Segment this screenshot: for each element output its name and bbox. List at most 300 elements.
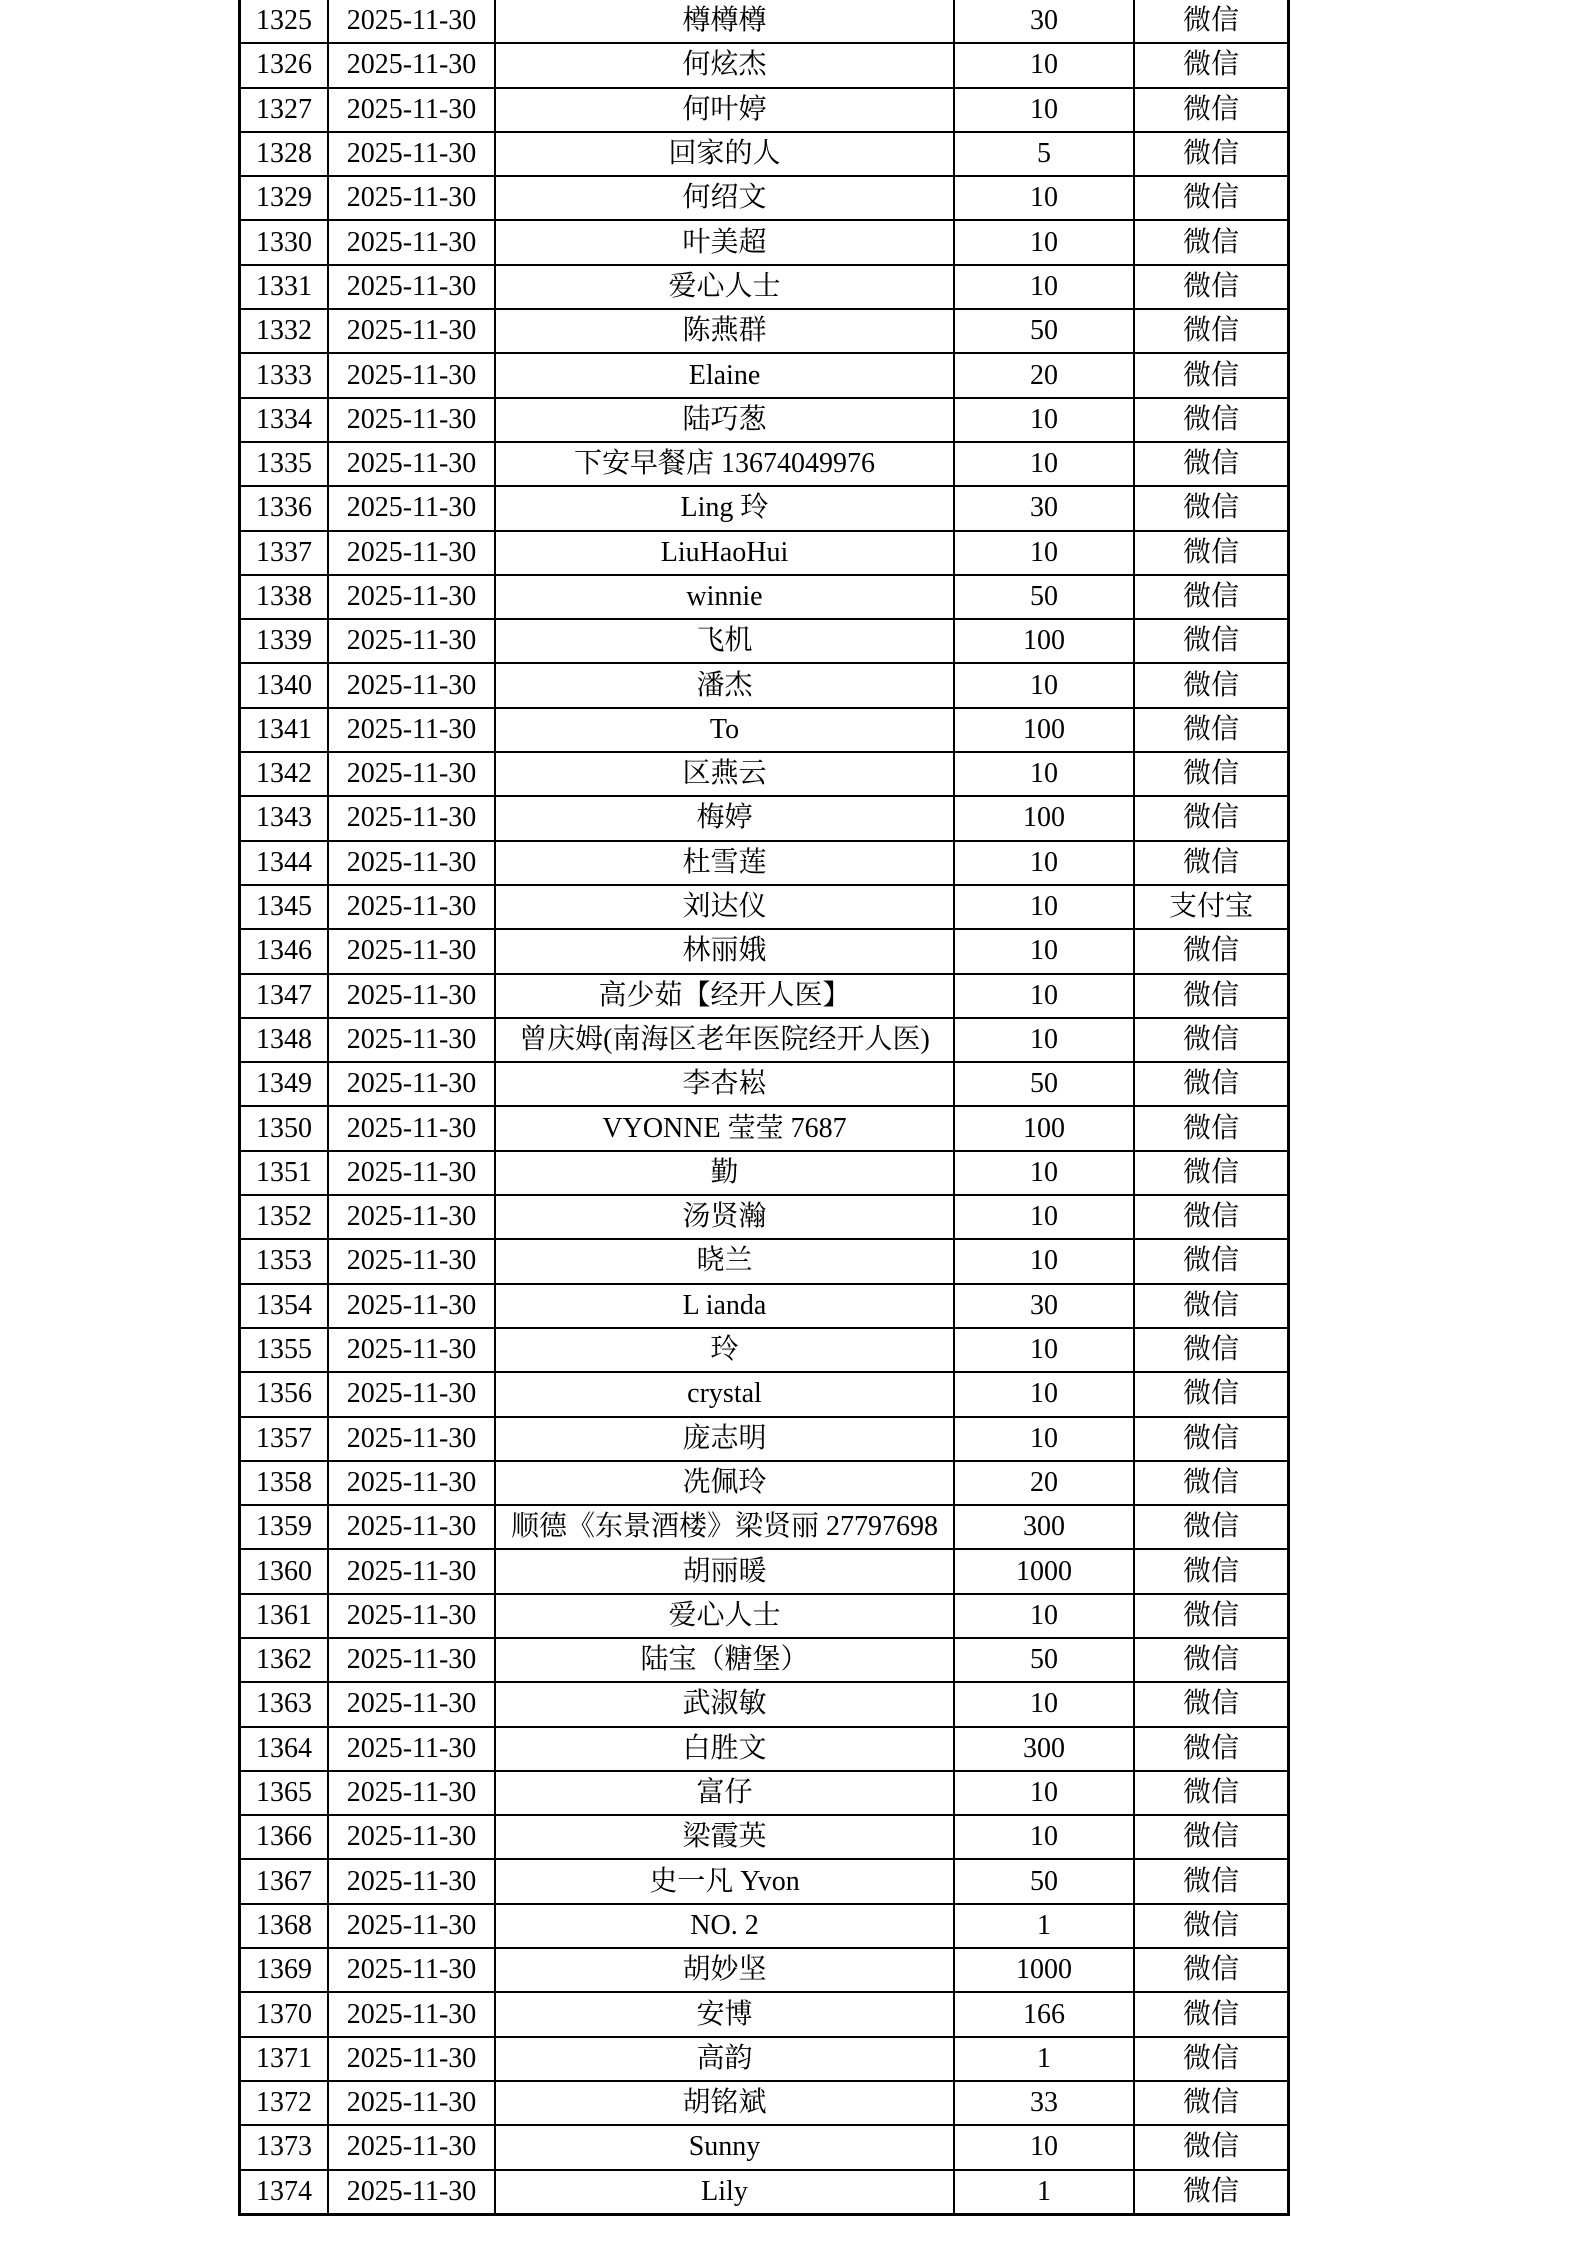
donor-name-cell: Ling 玲 [495, 486, 954, 530]
donor-name-cell: 勤 [495, 1151, 954, 1195]
date-cell: 2025-11-30 [328, 1284, 495, 1328]
serial-number-cell: 1355 [240, 1328, 329, 1372]
serial-number-cell: 1331 [240, 265, 329, 309]
donor-name-cell: 爱心人士 [495, 1594, 954, 1638]
table-row [240, 1062, 1289, 1106]
donor-name-cell: 曾庆姆(南海区老年医院经开人医) [495, 1018, 954, 1062]
payment-method-cell: 微信 [1134, 663, 1289, 707]
payment-method-cell: 微信 [1134, 1239, 1289, 1283]
donation-table-body [240, 0, 1289, 2214]
serial-number-cell: 1339 [240, 619, 329, 663]
donor-name-cell: VYONNE 莹莹 7687 [495, 1106, 954, 1150]
amount-cell: 1 [954, 2170, 1134, 2215]
payment-method-cell: 微信 [1134, 398, 1289, 442]
payment-method-cell: 微信 [1134, 486, 1289, 530]
serial-number-cell: 1361 [240, 1594, 329, 1638]
amount-cell: 1 [954, 2037, 1134, 2081]
amount-cell: 10 [954, 1815, 1134, 1859]
amount-cell: 10 [954, 1239, 1134, 1283]
amount-cell: 10 [954, 1018, 1134, 1062]
payment-method-cell: 微信 [1134, 2081, 1289, 2125]
donor-name-cell: 庞志明 [495, 1417, 954, 1461]
date-cell: 2025-11-30 [328, 2170, 495, 2215]
payment-method-cell: 微信 [1134, 1284, 1289, 1328]
table-row [240, 1461, 1289, 1505]
serial-number-cell: 1344 [240, 841, 329, 885]
payment-method-cell: 微信 [1134, 1948, 1289, 1992]
amount-cell: 10 [954, 1417, 1134, 1461]
table-row [240, 1771, 1289, 1815]
payment-method-cell: 微信 [1134, 1018, 1289, 1062]
serial-number-cell: 1348 [240, 1018, 329, 1062]
donor-name-cell: 何绍文 [495, 176, 954, 220]
date-cell: 2025-11-30 [328, 929, 495, 973]
amount-cell: 10 [954, 1195, 1134, 1239]
serial-number-cell: 1326 [240, 43, 329, 87]
date-cell: 2025-11-30 [328, 1948, 495, 1992]
amount-cell: 10 [954, 88, 1134, 132]
table-row [240, 353, 1289, 397]
payment-method-cell: 微信 [1134, 1992, 1289, 2036]
date-cell: 2025-11-30 [328, 752, 495, 796]
serial-number-cell: 1350 [240, 1106, 329, 1150]
donor-name-cell: 何叶婷 [495, 88, 954, 132]
payment-method-cell: 微信 [1134, 309, 1289, 353]
payment-method-cell: 微信 [1134, 974, 1289, 1018]
payment-method-cell: 微信 [1134, 442, 1289, 486]
table-row [240, 1948, 1289, 1992]
payment-method-cell: 微信 [1134, 220, 1289, 264]
amount-cell: 50 [954, 309, 1134, 353]
payment-method-cell: 微信 [1134, 752, 1289, 796]
table-row [240, 796, 1289, 840]
donor-name-cell: 高韵 [495, 2037, 954, 2081]
table-row [240, 88, 1289, 132]
table-row [240, 486, 1289, 530]
payment-method-cell: 微信 [1134, 1062, 1289, 1106]
payment-method-cell: 微信 [1134, 531, 1289, 575]
serial-number-cell: 1347 [240, 974, 329, 1018]
table-row [240, 1372, 1289, 1416]
payment-method-cell: 微信 [1134, 1328, 1289, 1372]
donor-name-cell: 区燕云 [495, 752, 954, 796]
table-row [240, 1018, 1289, 1062]
amount-cell: 10 [954, 442, 1134, 486]
date-cell: 2025-11-30 [328, 619, 495, 663]
date-cell: 2025-11-30 [328, 575, 495, 619]
donor-name-cell: 何炫杰 [495, 43, 954, 87]
amount-cell: 1 [954, 1904, 1134, 1948]
serial-number-cell: 1346 [240, 929, 329, 973]
serial-number-cell: 1345 [240, 885, 329, 929]
date-cell: 2025-11-30 [328, 1328, 495, 1372]
date-cell: 2025-11-30 [328, 265, 495, 309]
amount-cell: 10 [954, 265, 1134, 309]
amount-cell: 10 [954, 885, 1134, 929]
serial-number-cell: 1330 [240, 220, 329, 264]
payment-method-cell: 微信 [1134, 176, 1289, 220]
serial-number-cell: 1359 [240, 1505, 329, 1549]
table-row [240, 929, 1289, 973]
date-cell: 2025-11-30 [328, 1594, 495, 1638]
serial-number-cell: 1332 [240, 309, 329, 353]
amount-cell: 10 [954, 1372, 1134, 1416]
table-row [240, 575, 1289, 619]
payment-method-cell: 微信 [1134, 1505, 1289, 1549]
table-row [240, 1417, 1289, 1461]
amount-cell: 10 [954, 663, 1134, 707]
donor-name-cell: 李杏崧 [495, 1062, 954, 1106]
donor-name-cell: 林丽娥 [495, 929, 954, 973]
payment-method-cell: 微信 [1134, 1106, 1289, 1150]
payment-method-cell: 微信 [1134, 2170, 1289, 2215]
payment-method-cell: 微信 [1134, 2037, 1289, 2081]
payment-method-cell: 微信 [1134, 619, 1289, 663]
date-cell: 2025-11-30 [328, 1992, 495, 2036]
donor-name-cell: 史一凡 Yvon [495, 1859, 954, 1903]
table-row [240, 43, 1289, 87]
date-cell: 2025-11-30 [328, 398, 495, 442]
donor-name-cell: L ianda [495, 1284, 954, 1328]
date-cell: 2025-11-30 [328, 1195, 495, 1239]
payment-method-cell: 微信 [1134, 1638, 1289, 1682]
date-cell: 2025-11-30 [328, 796, 495, 840]
date-cell: 2025-11-30 [328, 663, 495, 707]
date-cell: 2025-11-30 [328, 1682, 495, 1726]
date-cell: 2025-11-30 [328, 1859, 495, 1903]
date-cell: 2025-11-30 [328, 1727, 495, 1771]
table-row [240, 1594, 1289, 1638]
serial-number-cell: 1325 [240, 0, 329, 43]
amount-cell: 50 [954, 1638, 1134, 1682]
date-cell: 2025-11-30 [328, 2037, 495, 2081]
donor-name-cell: 胡妙坚 [495, 1948, 954, 1992]
amount-cell: 166 [954, 1992, 1134, 2036]
date-cell: 2025-11-30 [328, 0, 495, 43]
serial-number-cell: 1351 [240, 1151, 329, 1195]
payment-method-cell: 微信 [1134, 708, 1289, 752]
table-row [240, 1638, 1289, 1682]
amount-cell: 10 [954, 176, 1134, 220]
date-cell: 2025-11-30 [328, 1106, 495, 1150]
date-cell: 2025-11-30 [328, 2125, 495, 2169]
date-cell: 2025-11-30 [328, 1461, 495, 1505]
payment-method-cell: 微信 [1134, 1151, 1289, 1195]
donor-name-cell: 武淑敏 [495, 1682, 954, 1726]
payment-method-cell: 微信 [1134, 1771, 1289, 1815]
donor-name-cell: 晓兰 [495, 1239, 954, 1283]
serial-number-cell: 1368 [240, 1904, 329, 1948]
donor-name-cell: 樽樽樽 [495, 0, 954, 43]
serial-number-cell: 1367 [240, 1859, 329, 1903]
amount-cell: 50 [954, 1859, 1134, 1903]
donor-name-cell: 潘杰 [495, 663, 954, 707]
table-row [240, 2037, 1289, 2081]
payment-method-cell: 微信 [1134, 1815, 1289, 1859]
date-cell: 2025-11-30 [328, 2081, 495, 2125]
donor-name-cell: 梅婷 [495, 796, 954, 840]
amount-cell: 50 [954, 575, 1134, 619]
serial-number-cell: 1327 [240, 88, 329, 132]
table-row [240, 1815, 1289, 1859]
table-row [240, 885, 1289, 929]
table-row [240, 2081, 1289, 2125]
amount-cell: 300 [954, 1727, 1134, 1771]
table-row [240, 442, 1289, 486]
amount-cell: 10 [954, 220, 1134, 264]
serial-number-cell: 1340 [240, 663, 329, 707]
date-cell: 2025-11-30 [328, 974, 495, 1018]
amount-cell: 100 [954, 708, 1134, 752]
payment-method-cell: 微信 [1134, 1727, 1289, 1771]
amount-cell: 10 [954, 841, 1134, 885]
table-row [240, 132, 1289, 176]
table-row [240, 1195, 1289, 1239]
date-cell: 2025-11-30 [328, 708, 495, 752]
date-cell: 2025-11-30 [328, 1771, 495, 1815]
donor-name-cell: 杜雪莲 [495, 841, 954, 885]
donor-name-cell: 顺德《东景酒楼》梁贤丽 27797698 [495, 1505, 954, 1549]
amount-cell: 50 [954, 1062, 1134, 1106]
date-cell: 2025-11-30 [328, 841, 495, 885]
donor-name-cell: Lily [495, 2170, 954, 2215]
amount-cell: 10 [954, 1151, 1134, 1195]
serial-number-cell: 1352 [240, 1195, 329, 1239]
payment-method-cell: 微信 [1134, 1682, 1289, 1726]
amount-cell: 30 [954, 486, 1134, 530]
amount-cell: 300 [954, 1505, 1134, 1549]
payment-method-cell: 微信 [1134, 1195, 1289, 1239]
donor-name-cell: 胡铭斌 [495, 2081, 954, 2125]
serial-number-cell: 1354 [240, 1284, 329, 1328]
payment-method-cell: 微信 [1134, 265, 1289, 309]
table-row [240, 176, 1289, 220]
donor-name-cell: 白胜文 [495, 1727, 954, 1771]
serial-number-cell: 1334 [240, 398, 329, 442]
table-row [240, 974, 1289, 1018]
payment-method-cell: 微信 [1134, 88, 1289, 132]
donor-name-cell: 刘达仪 [495, 885, 954, 929]
amount-cell: 30 [954, 1284, 1134, 1328]
payment-method-cell: 微信 [1134, 353, 1289, 397]
donor-name-cell: 陆巧葱 [495, 398, 954, 442]
serial-number-cell: 1328 [240, 132, 329, 176]
serial-number-cell: 1349 [240, 1062, 329, 1106]
date-cell: 2025-11-30 [328, 88, 495, 132]
date-cell: 2025-11-30 [328, 176, 495, 220]
date-cell: 2025-11-30 [328, 1638, 495, 1682]
table-row [240, 1106, 1289, 1150]
table-row [240, 1549, 1289, 1593]
serial-number-cell: 1358 [240, 1461, 329, 1505]
payment-method-cell: 微信 [1134, 575, 1289, 619]
donor-name-cell: 高少茹【经开人医】 [495, 974, 954, 1018]
serial-number-cell: 1369 [240, 1948, 329, 1992]
date-cell: 2025-11-30 [328, 1505, 495, 1549]
date-cell: 2025-11-30 [328, 1372, 495, 1416]
date-cell: 2025-11-30 [328, 1904, 495, 1948]
serial-number-cell: 1371 [240, 2037, 329, 2081]
donor-name-cell: 叶美超 [495, 220, 954, 264]
amount-cell: 10 [954, 752, 1134, 796]
amount-cell: 10 [954, 531, 1134, 575]
table-row [240, 309, 1289, 353]
date-cell: 2025-11-30 [328, 486, 495, 530]
table-row [240, 1682, 1289, 1726]
table-row [240, 1904, 1289, 1948]
amount-cell: 20 [954, 353, 1134, 397]
serial-number-cell: 1336 [240, 486, 329, 530]
amount-cell: 5 [954, 132, 1134, 176]
donor-name-cell: 飞机 [495, 619, 954, 663]
payment-method-cell: 微信 [1134, 841, 1289, 885]
table-row [240, 220, 1289, 264]
table-row [240, 1727, 1289, 1771]
table-row [240, 1239, 1289, 1283]
date-cell: 2025-11-30 [328, 1018, 495, 1062]
serial-number-cell: 1338 [240, 575, 329, 619]
payment-method-cell: 微信 [1134, 1461, 1289, 1505]
serial-number-cell: 1366 [240, 1815, 329, 1859]
table-row [240, 1284, 1289, 1328]
table-row [240, 1505, 1289, 1549]
date-cell: 2025-11-30 [328, 531, 495, 575]
donor-name-cell: 汤贤瀚 [495, 1195, 954, 1239]
serial-number-cell: 1342 [240, 752, 329, 796]
date-cell: 2025-11-30 [328, 353, 495, 397]
donor-name-cell: Elaine [495, 353, 954, 397]
donor-name-cell: 梁霞英 [495, 1815, 954, 1859]
payment-method-cell: 微信 [1134, 0, 1289, 43]
table-row [240, 619, 1289, 663]
serial-number-cell: 1363 [240, 1682, 329, 1726]
serial-number-cell: 1356 [240, 1372, 329, 1416]
serial-number-cell: 1353 [240, 1239, 329, 1283]
serial-number-cell: 1335 [240, 442, 329, 486]
serial-number-cell: 1343 [240, 796, 329, 840]
date-cell: 2025-11-30 [328, 442, 495, 486]
serial-number-cell: 1370 [240, 1992, 329, 2036]
donor-name-cell: 爱心人士 [495, 265, 954, 309]
amount-cell: 10 [954, 1328, 1134, 1372]
serial-number-cell: 1364 [240, 1727, 329, 1771]
table-row [240, 1859, 1289, 1903]
donor-name-cell: 胡丽暖 [495, 1549, 954, 1593]
amount-cell: 10 [954, 43, 1134, 87]
amount-cell: 10 [954, 1771, 1134, 1815]
table-row [240, 0, 1289, 43]
amount-cell: 30 [954, 0, 1134, 43]
table-row [240, 398, 1289, 442]
donor-name-cell: crystal [495, 1372, 954, 1416]
date-cell: 2025-11-30 [328, 132, 495, 176]
table-row [240, 1992, 1289, 2036]
donor-name-cell: To [495, 708, 954, 752]
payment-method-cell: 微信 [1134, 929, 1289, 973]
date-cell: 2025-11-30 [328, 1062, 495, 1106]
donation-records-table [238, 0, 1290, 2216]
payment-method-cell: 微信 [1134, 2125, 1289, 2169]
table-row [240, 708, 1289, 752]
payment-method-cell: 微信 [1134, 43, 1289, 87]
payment-method-cell: 微信 [1134, 1372, 1289, 1416]
table-row [240, 265, 1289, 309]
table-row [240, 752, 1289, 796]
amount-cell: 10 [954, 1594, 1134, 1638]
amount-cell: 10 [954, 2125, 1134, 2169]
serial-number-cell: 1372 [240, 2081, 329, 2125]
date-cell: 2025-11-30 [328, 1417, 495, 1461]
amount-cell: 1000 [954, 1948, 1134, 1992]
table-row [240, 841, 1289, 885]
donor-name-cell: Sunny [495, 2125, 954, 2169]
donor-name-cell: 陈燕群 [495, 309, 954, 353]
table-row [240, 1151, 1289, 1195]
date-cell: 2025-11-30 [328, 1151, 495, 1195]
donor-name-cell: 下安早餐店 13674049976 [495, 442, 954, 486]
amount-cell: 10 [954, 398, 1134, 442]
table-row [240, 531, 1289, 575]
payment-method-cell: 微信 [1134, 1594, 1289, 1638]
amount-cell: 20 [954, 1461, 1134, 1505]
date-cell: 2025-11-30 [328, 309, 495, 353]
table-row [240, 2170, 1289, 2215]
serial-number-cell: 1360 [240, 1549, 329, 1593]
amount-cell: 10 [954, 929, 1134, 973]
payment-method-cell: 支付宝 [1134, 885, 1289, 929]
table-row [240, 2125, 1289, 2169]
serial-number-cell: 1373 [240, 2125, 329, 2169]
donor-name-cell: NO. 2 [495, 1904, 954, 1948]
payment-method-cell: 微信 [1134, 796, 1289, 840]
donor-name-cell: 安博 [495, 1992, 954, 2036]
amount-cell: 10 [954, 1682, 1134, 1726]
amount-cell: 10 [954, 974, 1134, 1018]
serial-number-cell: 1365 [240, 1771, 329, 1815]
serial-number-cell: 1329 [240, 176, 329, 220]
amount-cell: 1000 [954, 1549, 1134, 1593]
serial-number-cell: 1357 [240, 1417, 329, 1461]
amount-cell: 100 [954, 1106, 1134, 1150]
payment-method-cell: 微信 [1134, 132, 1289, 176]
serial-number-cell: 1333 [240, 353, 329, 397]
date-cell: 2025-11-30 [328, 220, 495, 264]
payment-method-cell: 微信 [1134, 1904, 1289, 1948]
donor-name-cell: 陆宝（糖堡） [495, 1638, 954, 1682]
table-row [240, 1328, 1289, 1372]
payment-method-cell: 微信 [1134, 1859, 1289, 1903]
donor-name-cell: LiuHaoHui [495, 531, 954, 575]
payment-method-cell: 微信 [1134, 1417, 1289, 1461]
date-cell: 2025-11-30 [328, 43, 495, 87]
donor-name-cell: 富仔 [495, 1771, 954, 1815]
serial-number-cell: 1337 [240, 531, 329, 575]
date-cell: 2025-11-30 [328, 1815, 495, 1859]
amount-cell: 100 [954, 796, 1134, 840]
payment-method-cell: 微信 [1134, 1549, 1289, 1593]
amount-cell: 33 [954, 2081, 1134, 2125]
table-row [240, 663, 1289, 707]
donor-name-cell: 玲 [495, 1328, 954, 1372]
amount-cell: 100 [954, 619, 1134, 663]
date-cell: 2025-11-30 [328, 1239, 495, 1283]
donor-name-cell: 回家的人 [495, 132, 954, 176]
serial-number-cell: 1374 [240, 2170, 329, 2215]
date-cell: 2025-11-30 [328, 1549, 495, 1593]
serial-number-cell: 1341 [240, 708, 329, 752]
donor-name-cell: winnie [495, 575, 954, 619]
date-cell: 2025-11-30 [328, 885, 495, 929]
